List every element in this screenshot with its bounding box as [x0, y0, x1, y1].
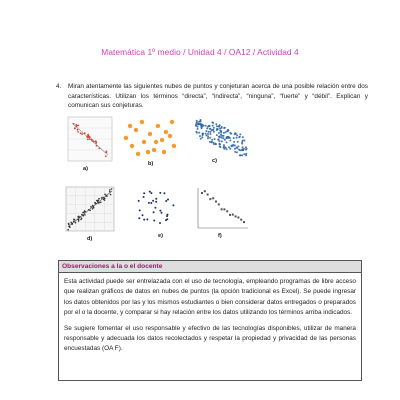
teacher-notes-box — [58, 260, 362, 381]
teacher-notes-paragraph-2: Se sugiere fomentar el uso responsable y efectivo de las tecnologías disponibles, utilizar de manera responsable y adecuada los datos recolectados y respetar la propiedad y privacidad de las personas encuestadas (OA F). — [64, 324, 356, 353]
data-point — [75, 222, 77, 224]
data-point — [208, 131, 210, 133]
data-point — [213, 143, 215, 145]
data-point — [142, 140, 146, 144]
data-point — [210, 131, 212, 133]
data-point — [217, 139, 219, 141]
scatter-negative-strong-icon — [66, 115, 114, 165]
data-point — [205, 130, 207, 132]
data-point — [130, 144, 134, 148]
data-point — [230, 133, 232, 135]
data-point — [229, 148, 231, 150]
data-point — [134, 128, 138, 132]
data-point — [239, 149, 241, 151]
question-number: 4. — [56, 83, 62, 90]
data-point — [138, 217, 140, 219]
data-point — [196, 132, 198, 134]
data-point — [143, 196, 145, 198]
data-point — [97, 202, 99, 204]
data-point — [197, 128, 199, 130]
data-point — [104, 198, 106, 200]
plot-label-c: c) — [212, 158, 217, 164]
data-point — [211, 129, 213, 131]
data-point — [87, 134, 89, 136]
data-point — [206, 127, 208, 129]
data-point — [163, 192, 165, 194]
data-point — [242, 149, 244, 151]
data-point — [79, 216, 81, 218]
data-point — [243, 140, 245, 142]
data-point — [226, 210, 228, 212]
data-point — [89, 210, 91, 212]
data-point — [224, 139, 226, 141]
data-point — [136, 152, 140, 156]
data-point — [139, 209, 141, 211]
plot-label-d: d) — [87, 236, 93, 242]
data-point — [200, 119, 202, 121]
data-point — [241, 141, 243, 143]
data-point — [228, 146, 230, 148]
data-point — [209, 137, 211, 139]
data-point — [146, 150, 150, 154]
data-point — [216, 129, 218, 131]
data-point — [111, 188, 113, 190]
data-point — [88, 209, 90, 211]
data-point — [148, 132, 152, 136]
data-point — [77, 131, 79, 133]
data-point — [84, 214, 86, 216]
teacher-notes-body — [59, 273, 361, 355]
data-point — [242, 146, 244, 148]
data-point — [138, 200, 140, 202]
data-point — [213, 127, 215, 129]
data-point — [235, 215, 237, 217]
data-point — [212, 197, 214, 199]
data-point — [172, 204, 174, 206]
plot-label-a: a) — [83, 166, 88, 172]
data-point — [102, 197, 104, 199]
data-point — [161, 212, 163, 214]
data-point — [71, 223, 73, 225]
data-point — [81, 218, 83, 220]
data-point — [232, 214, 234, 216]
data-point — [154, 207, 156, 209]
data-point — [140, 120, 144, 124]
data-point — [110, 194, 112, 196]
data-point — [196, 120, 198, 122]
data-point — [221, 127, 223, 129]
data-point — [159, 222, 161, 224]
data-point — [156, 124, 160, 128]
data-point — [76, 125, 78, 127]
data-point — [221, 208, 223, 210]
data-point — [219, 143, 221, 145]
data-point — [207, 137, 209, 139]
data-point — [78, 216, 80, 218]
data-point — [232, 144, 234, 146]
data-point — [219, 124, 221, 126]
data-point — [165, 200, 167, 202]
data-point — [236, 151, 238, 153]
data-point — [142, 214, 144, 216]
data-point — [68, 223, 70, 225]
data-point — [166, 215, 168, 217]
data-point — [201, 136, 203, 138]
data-point — [223, 127, 225, 129]
data-point — [172, 144, 176, 148]
data-point — [165, 219, 167, 221]
page-header: Matemática 1º medio / Unidad 4 / OA12 / Actividad 4 — [101, 47, 299, 57]
data-point — [216, 134, 218, 136]
data-point — [109, 189, 111, 191]
data-point — [154, 140, 158, 144]
data-point — [203, 125, 205, 127]
data-point — [211, 139, 213, 141]
data-point — [207, 194, 209, 196]
data-point — [89, 138, 91, 140]
data-point — [93, 141, 95, 143]
data-point — [106, 151, 108, 153]
data-point — [208, 125, 210, 127]
data-point — [233, 137, 235, 139]
data-point — [84, 132, 86, 134]
data-point — [212, 125, 214, 127]
data-point — [198, 121, 200, 123]
data-point — [82, 212, 84, 214]
data-point — [234, 151, 236, 153]
data-point — [96, 145, 98, 147]
data-point — [69, 226, 71, 228]
data-point — [223, 208, 225, 210]
data-point — [230, 145, 232, 147]
data-point — [237, 217, 239, 219]
data-point — [164, 130, 168, 134]
data-point — [97, 200, 99, 202]
data-point — [81, 214, 83, 216]
teacher-notes-paragraph-1: Esta actividad puede ser entrelazada con el uso de tecnología, empleando programas de libre acceso que realizan gráficos de datos en nubes de puntos (la opción tradicional es Excel). Se puede ingresar los datos obtenidos por las y los mismos estudiantes o bien considerar datos entregados o preparados por el o la docente, y comparar si hay relación entre los datos utilizando los términos arriba indicados. — [64, 278, 356, 317]
data-point — [128, 124, 132, 128]
data-point — [98, 198, 100, 200]
data-point — [87, 139, 89, 141]
data-point — [77, 129, 79, 131]
data-point — [143, 192, 145, 194]
data-point — [245, 146, 247, 148]
data-point — [92, 205, 94, 207]
data-point — [221, 135, 223, 137]
data-point — [229, 140, 231, 142]
data-point — [225, 147, 227, 149]
data-point — [229, 214, 231, 216]
data-point — [98, 148, 100, 150]
teacher-notes-title: Observaciones a la o el docente — [59, 261, 361, 273]
data-point — [201, 192, 203, 194]
data-point — [242, 136, 244, 138]
data-point — [239, 133, 241, 135]
scatter-plot-b — [120, 116, 180, 160]
data-point — [205, 125, 207, 127]
data-point — [216, 125, 218, 127]
scatter-plot-c — [192, 118, 252, 168]
data-point — [209, 198, 211, 200]
data-point — [73, 221, 75, 223]
data-point — [106, 195, 108, 197]
scatter-negative-linear-icon — [194, 186, 250, 232]
data-point — [77, 218, 79, 220]
data-point — [219, 146, 221, 148]
scatter-plot-a — [66, 115, 114, 165]
data-point — [155, 201, 157, 203]
data-point — [226, 130, 228, 132]
data-point — [74, 128, 76, 130]
data-point — [243, 153, 245, 155]
data-point — [235, 133, 237, 135]
data-point — [198, 132, 200, 134]
data-point — [95, 142, 97, 144]
data-point — [168, 134, 172, 138]
plot-label-b: b) — [148, 161, 154, 167]
data-point — [226, 141, 228, 143]
data-point — [124, 136, 128, 140]
data-point — [74, 219, 76, 221]
scatter-plot-d — [60, 185, 116, 237]
data-point — [213, 131, 215, 133]
data-point — [195, 124, 197, 126]
scatter-none-circular-icon — [128, 186, 180, 230]
data-point — [87, 136, 89, 138]
data-point — [94, 202, 96, 204]
data-point — [205, 133, 207, 135]
data-point — [81, 133, 83, 135]
data-point — [100, 202, 102, 204]
data-point — [70, 222, 72, 224]
data-point — [109, 191, 111, 193]
data-point — [162, 150, 166, 154]
data-point — [241, 154, 243, 156]
data-point — [236, 134, 238, 136]
data-point — [211, 141, 213, 143]
data-point — [150, 192, 152, 194]
question-text: Miran atentamente las siguientes nubes de puntos y conjeturan acerca de una posible relación entre dos características. Utilizan los términos “directa”, “indirecta”, “ninguna”, “fuerte” y “débil”. Explican y comunican sus conjeturas. — [68, 83, 368, 110]
data-point — [223, 132, 225, 134]
data-point — [149, 191, 151, 193]
data-point — [148, 202, 150, 204]
data-point — [159, 192, 161, 194]
data-point — [152, 148, 156, 152]
data-point — [160, 138, 164, 142]
data-point — [80, 132, 82, 134]
data-point — [221, 140, 223, 142]
data-point — [105, 155, 107, 157]
scatter-positive-strong-icon — [60, 185, 116, 237]
data-point — [237, 141, 239, 143]
data-point — [215, 123, 217, 125]
data-point — [91, 138, 93, 140]
scatter-plot-f — [194, 186, 250, 232]
data-point — [233, 141, 235, 143]
data-point — [218, 203, 220, 205]
data-point — [218, 136, 220, 138]
data-point — [227, 137, 229, 139]
data-point — [237, 145, 239, 147]
data-point — [219, 130, 221, 132]
data-point — [153, 211, 155, 213]
data-point — [223, 144, 225, 146]
data-point — [146, 218, 148, 220]
data-point — [245, 153, 247, 155]
scatter-negative-weak-dense-icon — [192, 118, 252, 168]
data-point — [82, 215, 84, 217]
data-point — [218, 132, 220, 134]
question-4 — [56, 82, 368, 111]
data-point — [90, 206, 92, 208]
data-point — [200, 126, 202, 128]
data-point — [236, 137, 238, 139]
data-point — [197, 126, 199, 128]
data-point — [150, 202, 152, 204]
plot-label-f: f) — [218, 233, 222, 239]
data-point — [221, 137, 223, 139]
scatter-none-sparse-icon — [120, 116, 180, 160]
data-point — [207, 133, 209, 135]
data-point — [170, 120, 174, 124]
data-point — [200, 138, 202, 140]
data-point — [104, 194, 106, 196]
data-point — [245, 149, 247, 151]
data-point — [143, 219, 145, 221]
data-point — [223, 146, 225, 148]
data-point — [215, 201, 217, 203]
data-point — [159, 210, 161, 212]
data-point — [153, 220, 155, 222]
data-point — [209, 133, 211, 135]
plot-label-e: e) — [158, 233, 163, 239]
data-point — [198, 123, 200, 125]
data-point — [155, 198, 157, 200]
data-point — [167, 199, 169, 201]
data-point — [240, 219, 242, 221]
data-point — [73, 123, 75, 125]
scatter-plot-e — [128, 186, 180, 230]
data-point — [206, 134, 208, 136]
data-point — [152, 200, 154, 202]
data-point — [199, 135, 201, 137]
data-point — [204, 190, 206, 192]
data-point — [236, 146, 238, 148]
data-point — [101, 197, 103, 199]
data-point — [234, 148, 236, 150]
data-point — [67, 229, 69, 231]
data-point — [202, 133, 204, 135]
data-point — [238, 136, 240, 138]
data-point — [212, 122, 214, 124]
data-point — [92, 208, 94, 210]
data-point — [214, 138, 216, 140]
data-point — [243, 221, 245, 223]
data-point — [239, 154, 241, 156]
